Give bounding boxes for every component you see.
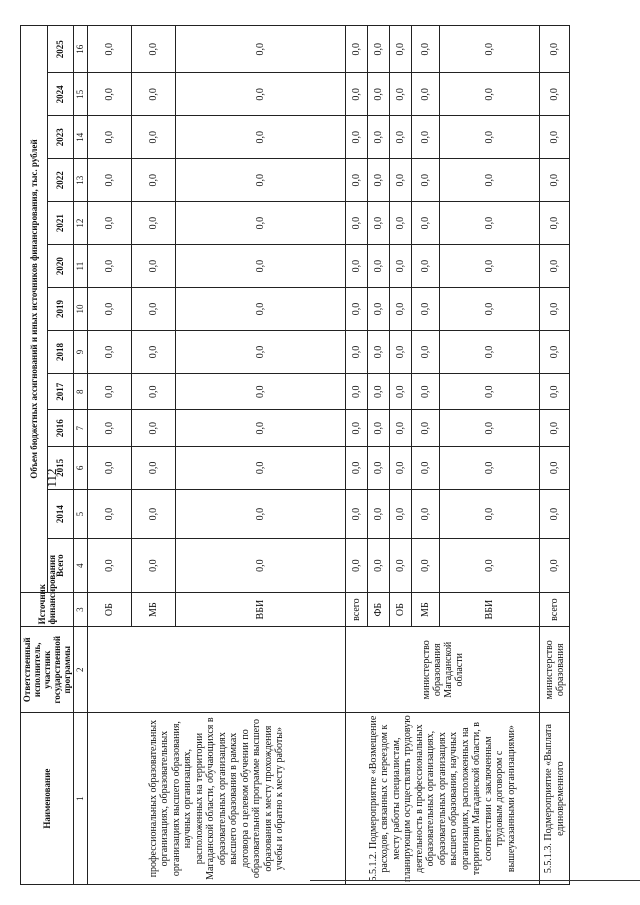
row-executor: министерство образования — [540, 627, 570, 713]
header-name: Наименование — [21, 713, 74, 885]
value-cell: 0,0 — [368, 245, 390, 288]
header-source: Источник финансирования — [21, 592, 74, 626]
value-cell: 0,0 — [368, 489, 390, 538]
value-cell: 0,0 — [176, 116, 346, 159]
value-cell: 0,0 — [88, 288, 132, 331]
row-source: ФБ — [368, 592, 390, 626]
column-number: 13 — [74, 159, 88, 202]
value-cell: 0,0 — [540, 489, 570, 538]
header-year: 2022 — [47, 159, 74, 202]
header-row-1 — [21, 26, 48, 885]
value-cell: 0,0 — [368, 288, 390, 331]
value-cell: 0,0 — [440, 159, 540, 202]
header-volume: Объем бюджетных ассигнований и иных источников финансирования, тыс. рублей — [21, 26, 48, 593]
value-cell: 0,0 — [540, 373, 570, 410]
value-cell: 0,0 — [176, 489, 346, 538]
value-cell: 0,0 — [346, 202, 368, 245]
header-year: 2020 — [47, 245, 74, 288]
value-cell: 0,0 — [346, 159, 368, 202]
value-cell: 0,0 — [540, 331, 570, 374]
value-cell: 0,0 — [88, 159, 132, 202]
value-cell: 0,0 — [132, 26, 176, 73]
column-number: 5 — [74, 489, 88, 538]
value-cell: 0,0 — [540, 288, 570, 331]
value-cell: 0,0 — [390, 539, 412, 593]
value-cell: 0,0 — [368, 73, 390, 116]
value-cell: 0,0 — [390, 288, 412, 331]
row-source: всего — [346, 592, 368, 626]
value-cell: 0,0 — [176, 410, 346, 447]
value-cell: 0,0 — [390, 446, 412, 489]
value-cell: 0,0 — [440, 245, 540, 288]
value-cell: 0,0 — [88, 373, 132, 410]
column-number: 7 — [74, 410, 88, 447]
value-cell: 0,0 — [440, 73, 540, 116]
column-number: 16 — [74, 26, 88, 73]
value-cell: 0,0 — [390, 73, 412, 116]
header-year: 2014 — [47, 489, 74, 538]
value-cell: 0,0 — [540, 446, 570, 489]
row-name: профессиональных образовательных организациях, образовательных организациях высшего образования, научных организациях, расположенных на территории Магаданской области, обучающихся в образовательных организациях высшего образования в рамках договора о целевом обучении по образовательной программе высшего образования к месту прохождения учебы и обратно к месту работы» — [88, 713, 346, 885]
value-cell: 0,0 — [540, 26, 570, 73]
value-cell: 0,0 — [412, 26, 440, 73]
value-cell: 0,0 — [88, 116, 132, 159]
value-cell: 0,0 — [390, 26, 412, 73]
value-cell: 0,0 — [346, 288, 368, 331]
financing-table — [20, 25, 570, 885]
value-cell: 0,0 — [440, 116, 540, 159]
value-cell: 0,0 — [440, 373, 540, 410]
value-cell: 0,0 — [540, 116, 570, 159]
column-number: 12 — [74, 202, 88, 245]
value-cell: 0,0 — [540, 73, 570, 116]
rotated-table-container — [20, 25, 566, 885]
value-cell: 0,0 — [412, 202, 440, 245]
value-cell: 0,0 — [440, 539, 540, 593]
value-cell: 0,0 — [440, 446, 540, 489]
table-row — [346, 26, 368, 885]
table-body — [88, 26, 570, 885]
header-year: 2018 — [47, 331, 74, 374]
value-cell: 0,0 — [540, 410, 570, 447]
value-cell: 0,0 — [390, 489, 412, 538]
value-cell: 0,0 — [440, 410, 540, 447]
column-number: 2 — [74, 627, 88, 713]
value-cell: 0,0 — [132, 489, 176, 538]
column-number: 9 — [74, 331, 88, 374]
column-number: 11 — [74, 245, 88, 288]
row-source: МБ — [132, 592, 176, 626]
value-cell: 0,0 — [390, 410, 412, 447]
value-cell: 0,0 — [412, 446, 440, 489]
row-source: ОБ — [88, 592, 132, 626]
column-number: 1 — [74, 713, 88, 885]
value-cell: 0,0 — [440, 489, 540, 538]
value-cell: 0,0 — [346, 73, 368, 116]
header-year: 2017 — [47, 373, 74, 410]
value-cell: 0,0 — [132, 245, 176, 288]
value-cell: 0,0 — [412, 116, 440, 159]
value-cell: 0,0 — [540, 202, 570, 245]
value-cell: 0,0 — [440, 202, 540, 245]
value-cell: 0,0 — [412, 539, 440, 593]
column-number: 4 — [74, 539, 88, 593]
value-cell: 0,0 — [412, 373, 440, 410]
value-cell: 0,0 — [368, 446, 390, 489]
value-cell: 0,0 — [88, 446, 132, 489]
value-cell: 0,0 — [132, 446, 176, 489]
value-cell: 0,0 — [368, 26, 390, 73]
value-cell: 0,0 — [346, 331, 368, 374]
value-cell: 0,0 — [88, 245, 132, 288]
value-cell: 0,0 — [368, 373, 390, 410]
value-cell: 0,0 — [132, 116, 176, 159]
value-cell: 0,0 — [176, 159, 346, 202]
value-cell: 0,0 — [346, 446, 368, 489]
value-cell: 0,0 — [88, 73, 132, 116]
row-executor — [88, 627, 346, 713]
value-cell: 0,0 — [176, 446, 346, 489]
value-cell: 0,0 — [132, 288, 176, 331]
value-cell: 0,0 — [368, 159, 390, 202]
value-cell: 0,0 — [412, 288, 440, 331]
header-year: 2025 — [47, 26, 74, 73]
row-source: ВБИ — [440, 592, 540, 626]
value-cell: 0,0 — [390, 245, 412, 288]
page-number: 112 — [44, 468, 59, 488]
value-cell: 0,0 — [412, 73, 440, 116]
value-cell: 0,0 — [176, 73, 346, 116]
value-cell: 0,0 — [88, 539, 132, 593]
value-cell: 0,0 — [88, 202, 132, 245]
header-year: 2024 — [47, 73, 74, 116]
value-cell: 0,0 — [346, 489, 368, 538]
value-cell: 0,0 — [176, 245, 346, 288]
header-total: Всего — [47, 539, 74, 593]
value-cell: 0,0 — [412, 410, 440, 447]
column-number-row — [74, 26, 88, 885]
value-cell: 0,0 — [132, 410, 176, 447]
value-cell: 0,0 — [88, 410, 132, 447]
value-cell: 0,0 — [132, 73, 176, 116]
value-cell: 0,0 — [390, 116, 412, 159]
header-year: 2016 — [47, 410, 74, 447]
column-number: 8 — [74, 373, 88, 410]
value-cell: 0,0 — [390, 331, 412, 374]
table-row — [88, 26, 132, 885]
value-cell: 0,0 — [176, 539, 346, 593]
value-cell: 0,0 — [176, 288, 346, 331]
value-cell: 0,0 — [346, 539, 368, 593]
value-cell: 0,0 — [346, 373, 368, 410]
column-number: 15 — [74, 73, 88, 116]
value-cell: 0,0 — [346, 26, 368, 73]
value-cell: 0,0 — [88, 489, 132, 538]
value-cell: 0,0 — [176, 373, 346, 410]
value-cell: 0,0 — [412, 489, 440, 538]
value-cell: 0,0 — [88, 26, 132, 73]
row-source: всего — [540, 592, 570, 626]
value-cell: 0,0 — [440, 331, 540, 374]
header-year: 2019 — [47, 288, 74, 331]
row-source: МБ — [412, 592, 440, 626]
value-cell: 0,0 — [132, 202, 176, 245]
column-number: 3 — [74, 592, 88, 626]
row-executor: министерство образования Магаданской области — [346, 627, 540, 713]
value-cell: 0,0 — [390, 202, 412, 245]
value-cell: 0,0 — [368, 202, 390, 245]
value-cell: 0,0 — [132, 159, 176, 202]
value-cell: 0,0 — [88, 331, 132, 374]
row-name: 5.5.1.3. Подмероприятие «Выплата единовременного — [540, 713, 570, 885]
value-cell: 0,0 — [440, 288, 540, 331]
value-cell: 0,0 — [132, 539, 176, 593]
value-cell: 0,0 — [176, 202, 346, 245]
value-cell: 0,0 — [368, 331, 390, 374]
value-cell: 0,0 — [390, 159, 412, 202]
value-cell: 0,0 — [412, 159, 440, 202]
row-name: 5.5.1.2. Подмероприятие «Возмещение расходов, связанных с переездом к месту работы специалистам, планирующим осуществлять трудовую деятельность в профессиональных образовательных организациях, образовательных организациях высшего образования, научных организациях, расположенных на территории Магаданской области, в соответствии с заключенным трудовым договором с вышеуказанными организациями» — [346, 713, 540, 885]
column-number: 14 — [74, 116, 88, 159]
footer-rule — [310, 880, 640, 881]
value-cell: 0,0 — [412, 331, 440, 374]
value-cell: 0,0 — [412, 245, 440, 288]
value-cell: 0,0 — [540, 159, 570, 202]
header-year: 2023 — [47, 116, 74, 159]
value-cell: 0,0 — [390, 373, 412, 410]
table-row — [540, 26, 570, 885]
column-number: 6 — [74, 446, 88, 489]
value-cell: 0,0 — [540, 539, 570, 593]
value-cell: 0,0 — [368, 116, 390, 159]
value-cell: 0,0 — [368, 539, 390, 593]
value-cell: 0,0 — [540, 245, 570, 288]
value-cell: 0,0 — [176, 331, 346, 374]
row-source: ВБИ — [176, 592, 346, 626]
value-cell: 0,0 — [346, 245, 368, 288]
header-year: 2015 — [47, 446, 74, 489]
value-cell: 0,0 — [346, 410, 368, 447]
value-cell: 0,0 — [132, 331, 176, 374]
header-year: 2021 — [47, 202, 74, 245]
header-executor: Ответственный исполнитель, участник государственной программы — [21, 627, 74, 713]
row-source: ОБ — [390, 592, 412, 626]
value-cell: 0,0 — [132, 373, 176, 410]
value-cell: 0,0 — [368, 410, 390, 447]
column-number: 10 — [74, 288, 88, 331]
value-cell: 0,0 — [346, 116, 368, 159]
value-cell: 0,0 — [440, 26, 540, 73]
value-cell: 0,0 — [176, 26, 346, 73]
